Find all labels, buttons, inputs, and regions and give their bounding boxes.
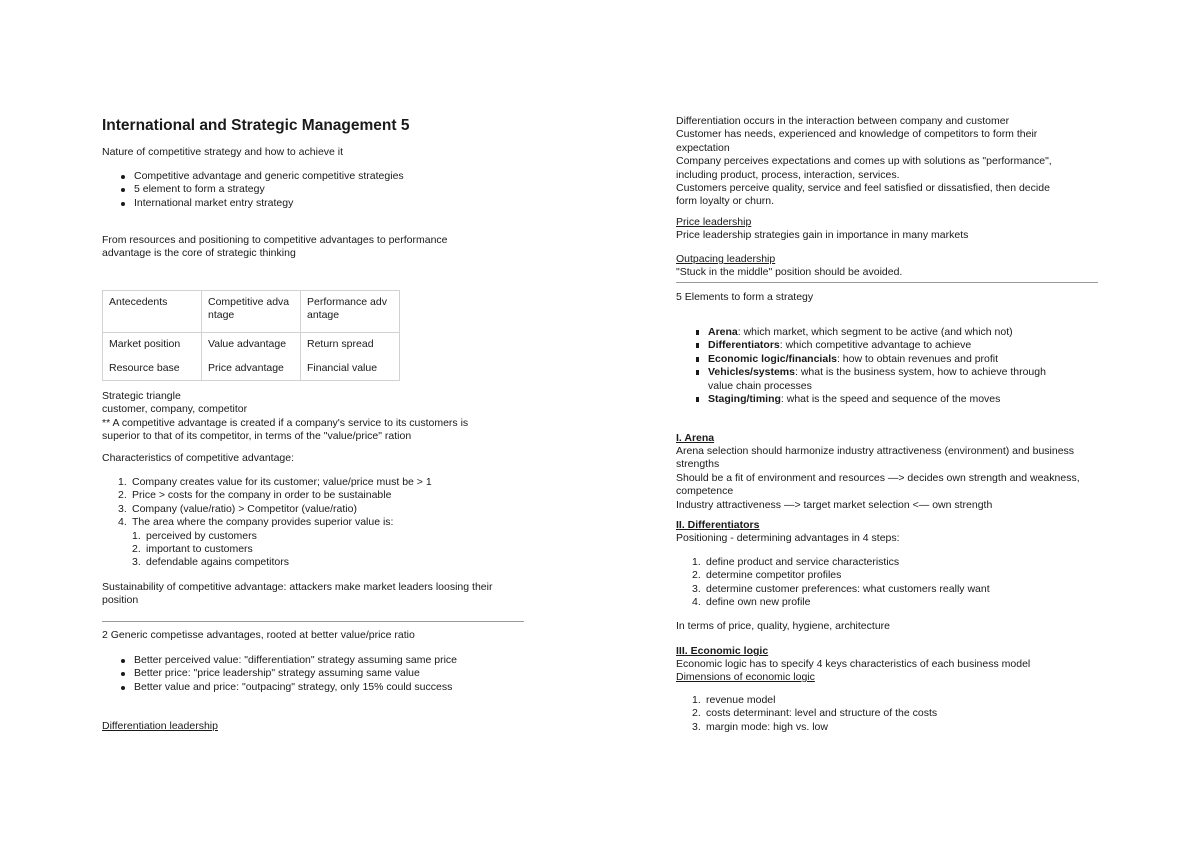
arena-heading: I. Arena [676,432,715,444]
outpacing-heading: Outpacing leadership [676,253,776,265]
table-cell: Performance adv antage [301,291,400,333]
list-item: Economic logic/financials: how to obtain revenues and profit [676,353,1101,366]
list-item: Better perceived value: "differentiation" strategy assuming same price [102,654,527,667]
table-cell: Financial value [301,360,400,381]
table-row [103,333,400,361]
list-item: 2. costs determinant: level and structure of the costs [692,707,938,720]
differentiators-intro: Positioning - determining advantages in 4 steps: [676,532,900,544]
sustainability-text: Sustainability of competitive advantage: attackers make market leaders loosing their position [102,581,493,607]
list-item: Better price: "price leadership" strategy assuming same value [102,667,527,680]
table-row [103,291,400,333]
economic-logic-text: Economic logic has to specify 4 keys characteristics of each business model [676,658,1031,670]
list-item: 1. define product and service characteristics [692,556,900,568]
characteristics-list [102,476,527,570]
list-item: 3. determine customer preferences: what customers really want [692,582,990,595]
list-item: International market entry strategy [102,197,527,210]
list-item: 3. margin mode: high vs. low [692,720,828,733]
characteristics-heading: Characteristics of competitive advantage: [102,452,295,464]
table-cell: Resource base [103,360,202,381]
document-title: International and Strategic Management 5 [102,117,410,134]
list-item: 2. determine competitor profiles [692,569,842,582]
differentiators-terms: In terms of price, quality, hygiene, architecture [676,620,890,632]
strategic-triangle: Strategic triangle customer, company, competitor ** A competitive advantage is created if a company's service to its customers is superior to that of its competitor, in terms of the "value/price" ration [102,390,469,443]
elements-heading: 5 Elements to form a strategy [676,291,814,303]
table-cell: Market position [103,333,202,361]
generic-list [102,654,527,694]
table-row [103,360,400,381]
differentiators-heading: II. Differentiators [676,519,760,531]
differentiation-heading: Differentiation leadership [102,720,218,732]
list-item: 1. perceived by customers [132,529,257,542]
list-item: 3. defendable agains competitors [132,556,290,569]
intro-text: Differentiation occurs in the interaction between company and customer Customer has needs, experienced and knowledge of competitors to form their expectation Company perceives expectations and comes up with solutions as "performance", including product, process, interaction, services. Customers perceive quality, service and feel satisfied or dissatisfied, then decide form loyalty or churn. [676,115,1052,208]
generic-heading: 2 Generic competisse advantages, rooted at better value/price ratio [102,629,415,641]
core-statement: From resources and positioning to competitive advantages to performance advantage is the core of strategic thinking [102,234,448,260]
arena-text: Arena selection should harmonize industry attractiveness (environment) and business strengths Should be a fit of environment and resources —> decides own strength and weakness, competence Industry attractiveness —> target market selection <— own strength [676,445,1080,511]
table-cell: Value advantage [202,333,301,361]
outpacing-text: "Stuck in the middle" position should be avoided. [676,266,903,278]
list-item: 1. Company creates value for its customer; value/price must be > 1 [118,476,432,488]
economic-dimensions-list [676,694,1101,734]
list-item: 2. Price > costs for the company in order to be sustainable [118,489,392,502]
economic-logic-heading: III. Economic logic [676,645,769,657]
price-leadership-heading: Price leadership [676,216,752,228]
topic-list [102,170,527,210]
list-item: 1. revenue model [692,694,776,706]
differentiators-steps [676,556,1101,610]
table-cell: Return spread [301,333,400,361]
list-item: 5 element to form a strategy [102,183,527,196]
list-item: Staging/timing: what is the speed and sequence of the moves [676,393,1101,406]
list-item: 4. define own new profile [692,596,811,609]
economic-dimensions-heading: Dimensions of economic logic [676,671,815,683]
divider [102,621,524,622]
table-cell: Price advantage [202,360,301,381]
table-cell: Competitive adva ntage [202,291,301,333]
divider [676,282,1098,283]
list-item: Arena: which market, which segment to be active (and which not) [676,326,1101,339]
subtitle: Nature of competitive strategy and how to achieve it [102,146,344,158]
list-item: 2. important to customers [132,543,253,556]
list-item: Vehicles/systems: what is the business system, how to achieve through value chain processes [676,366,1058,393]
table-cell: Antecedents [103,291,202,333]
price-leadership-text: Price leadership strategies gain in importance in many markets [676,229,969,241]
elements-list [676,326,1101,406]
list-item: 4. The area where the company provides superior value is: [118,516,394,529]
list-item: 3. Company (value/ratio) > Competitor (value/ratio) [118,502,357,515]
list-item: Competitive advantage and generic competitive strategies [102,170,527,183]
list-item: Better value and price: "outpacing" strategy, only 15% could success [102,681,527,694]
list-item: Differentiators: which competitive advantage to achieve [676,339,1101,352]
advantage-table [102,290,400,381]
